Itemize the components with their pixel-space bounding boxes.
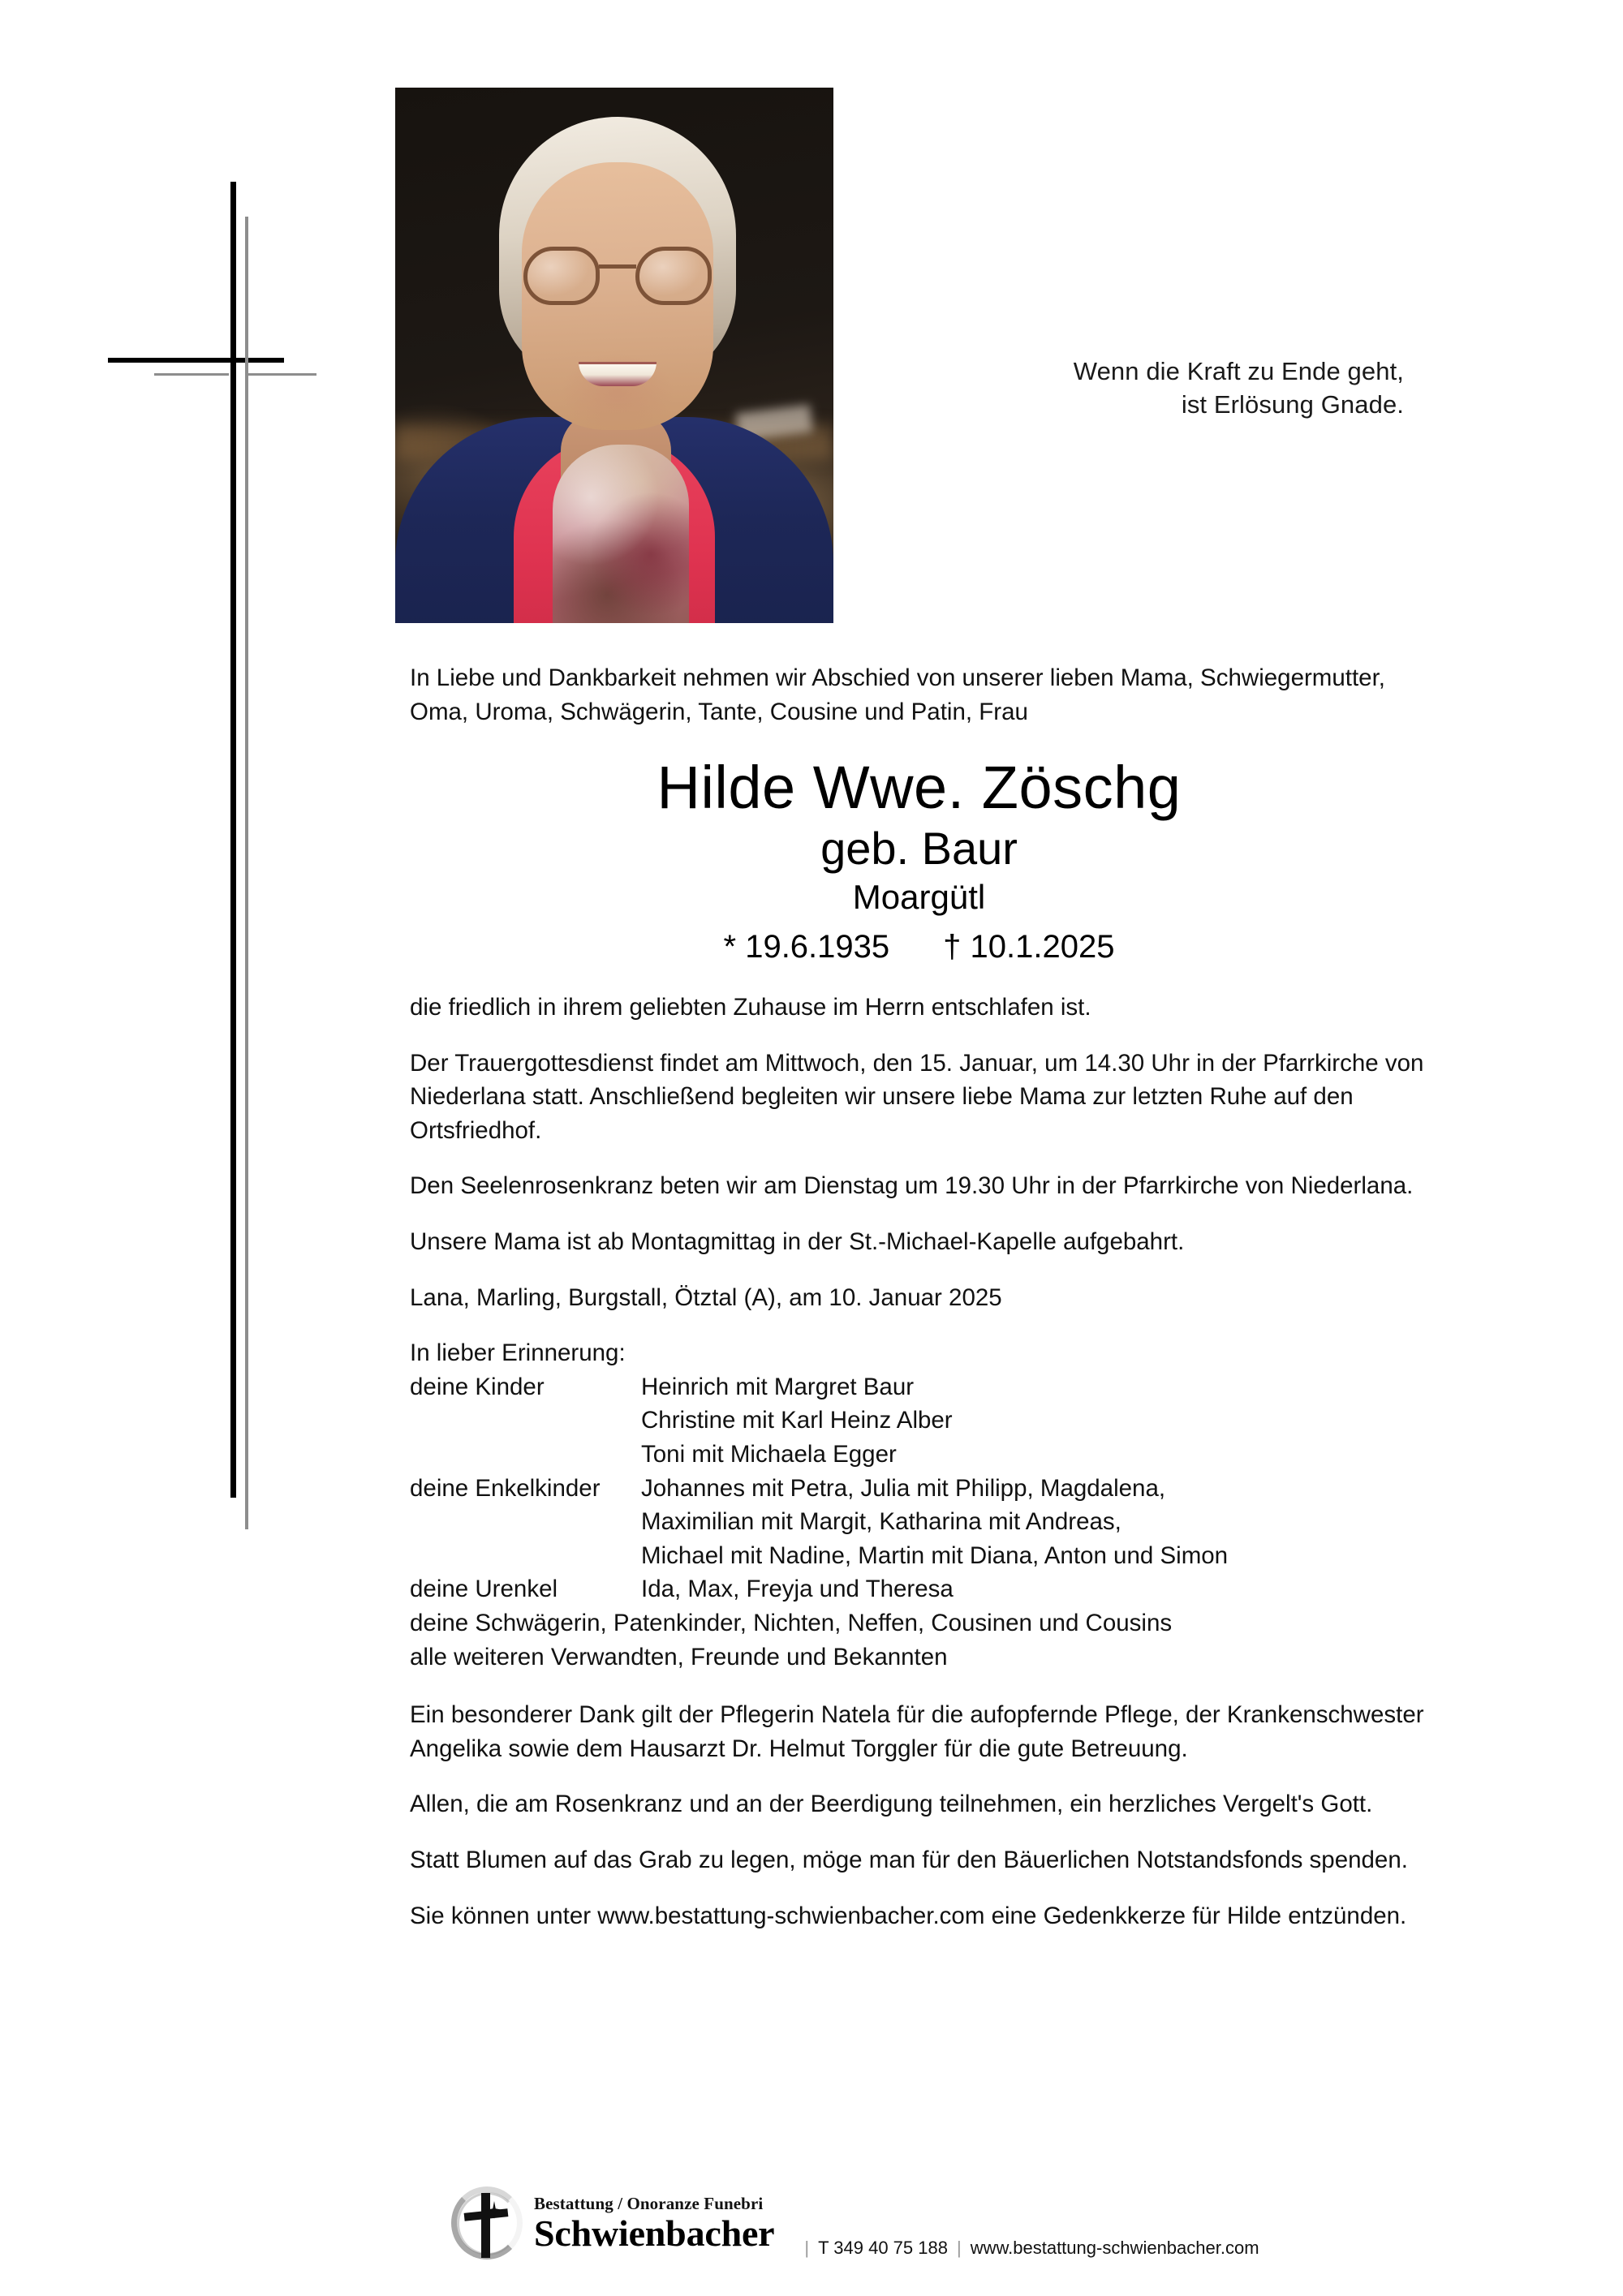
photo-glasses-bridge <box>599 264 636 269</box>
photo-glasses <box>523 247 712 307</box>
photo-mouth <box>579 362 657 386</box>
funeral-service-text: Der Trauergottesdienst findet am Mittwoch, den 15. Januar, um 14.30 Uhr in der Pfarrkirche von Niederlana statt. Anschließend begleiten wir unsere liebe Mama zur letzten Ruhe auf den Ortsfriedhof. <box>410 1049 1424 1144</box>
cross-vertical-bar <box>230 182 236 1498</box>
cross-shadow-vertical-bar <box>245 217 248 1529</box>
funeral-home-cross-logo-icon <box>445 2182 529 2266</box>
deceased-name-block <box>410 756 1428 966</box>
grandchild-name-line: Maximilian mit Margit, Katharina mit Andreas, <box>641 1508 1121 1536</box>
photo-glasses-left-lens <box>523 247 600 305</box>
logo-cross-vertical <box>481 2193 490 2258</box>
family-row-children <box>410 1370 1428 1472</box>
photo-scarf <box>553 445 689 623</box>
funeral-home-subtitle: Bestattung / Onoranze Funebri <box>534 2194 764 2213</box>
grandchild-name-line: Johannes mit Petra, Julia mit Philipp, Magdalena, <box>641 1474 1166 1502</box>
places-and-date-text: Lana, Marling, Burgstall, Ötztal (A), am 10. Januar 2025 <box>410 1283 1002 1311</box>
child-name: Christine mit Karl Heinz Alber <box>641 1407 953 1434</box>
others-line: alle weiteren Verwandten, Freunde und Bekannten <box>410 1643 948 1670</box>
notice-body <box>410 661 1428 1949</box>
funeral-home-phone: T 349 40 75 188 <box>818 2238 948 2258</box>
family-row-grandchildren <box>410 1472 1428 1573</box>
child-name: Toni mit Michaela Egger <box>641 1441 897 1468</box>
donations-text: Statt Blumen auf das Grab zu legen, möge man für den Bäuerlichen Notstandsfonds spenden. <box>410 1846 1408 1873</box>
great-grandchildren-names <box>641 1572 1428 1606</box>
family-list <box>410 1336 1428 1674</box>
photo-glasses-right-lens <box>635 247 712 305</box>
epitaph-line-2: ist Erlösung Gnade. <box>1181 390 1404 419</box>
gratitude-text: Allen, die am Rosenkranz und an der Beerdigung teilnehmen, ein herzliches Vergelt's Gott. <box>410 1791 1373 1818</box>
grandchildren-label: deine Enkelkinder <box>410 1474 601 1502</box>
thanks-text: Ein besonderer Dank gilt der Pflegerin Natela für die aufopfernde Pflege, der Krankenschwester Angelika sowie dem Hausarzt Dr. Helmut Torggler für die gute Betreuung. <box>410 1701 1424 1762</box>
grandchild-name-line: Michael mit Nadine, Martin mit Diana, Anton und Simon <box>641 1541 1229 1569</box>
funeral-home-contact <box>795 2238 1259 2268</box>
funeral-home-website[interactable]: www.bestattung-schwienbacher.com <box>970 2238 1259 2258</box>
cross-shadow-horizontal-right <box>248 373 316 376</box>
portrait-photo <box>395 88 833 623</box>
passing-text: die friedlich in ihrem geliebten Zuhause im Herrn entschlafen ist. <box>410 994 1091 1021</box>
birth-date: * 19.6.1935 <box>723 929 890 965</box>
epitaph-line-1: Wenn die Kraft zu Ende geht, <box>1073 357 1404 385</box>
deceased-maiden-name: geb. Baur <box>820 822 1018 874</box>
great-grandchildren-label: deine Urenkel <box>410 1576 558 1603</box>
deceased-house-name: Moargütl <box>852 878 986 917</box>
death-date: † 10.1.2025 <box>943 929 1115 965</box>
funeral-home-footer <box>445 2179 1345 2268</box>
grandchildren-names <box>641 1472 1428 1573</box>
contact-separator-1: | <box>804 2238 810 2258</box>
rosary-text: Den Seelenrosenkranz beten wir am Dienstag um 19.30 Uhr in der Pfarrkirche von Niederlana. <box>410 1172 1414 1200</box>
child-name: Heinrich mit Margret Baur <box>641 1373 915 1400</box>
laying-out-text: Unsere Mama ist ab Montagmittag in der St.-Michael-Kapelle aufgebahrt. <box>410 1228 1185 1256</box>
funeral-home-name-block <box>534 2195 774 2252</box>
intro-text: In Liebe und Dankbarkeit nehmen wir Abschied von unserer lieben Mama, Schwiegermutter, Oma, Uroma, Schwägerin, Tante, Cousine und Patin, Frau <box>410 664 1385 725</box>
funeral-home-name: Schwienbacher <box>534 2212 775 2254</box>
great-grandchild-name-line: Ida, Max, Freyja und Theresa <box>641 1576 954 1603</box>
family-row-great-grandchildren <box>410 1572 1428 1606</box>
children-label: deine Kinder <box>410 1373 545 1400</box>
candle-text: Sie können unter www.bestattung-schwienbacher.com eine Gedenkkerze für Hilde entzünden. <box>410 1902 1407 1929</box>
remembrance-heading: In lieber Erinnerung: <box>410 1339 626 1367</box>
deceased-name: Hilde Wwe. Zöschg <box>657 754 1182 822</box>
memorial-cross-icon <box>49 146 316 1574</box>
cross-horizontal-bar <box>108 358 284 363</box>
epitaph-quote <box>836 355 1404 421</box>
cross-shadow-horizontal-left <box>154 373 229 376</box>
relatives-line: deine Schwägerin, Patenkinder, Nichten, Neffen, Cousinen und Cousins <box>410 1609 1173 1636</box>
deceased-dates <box>410 927 1428 966</box>
children-names <box>641 1370 1428 1472</box>
contact-separator-2: | <box>956 2238 962 2258</box>
